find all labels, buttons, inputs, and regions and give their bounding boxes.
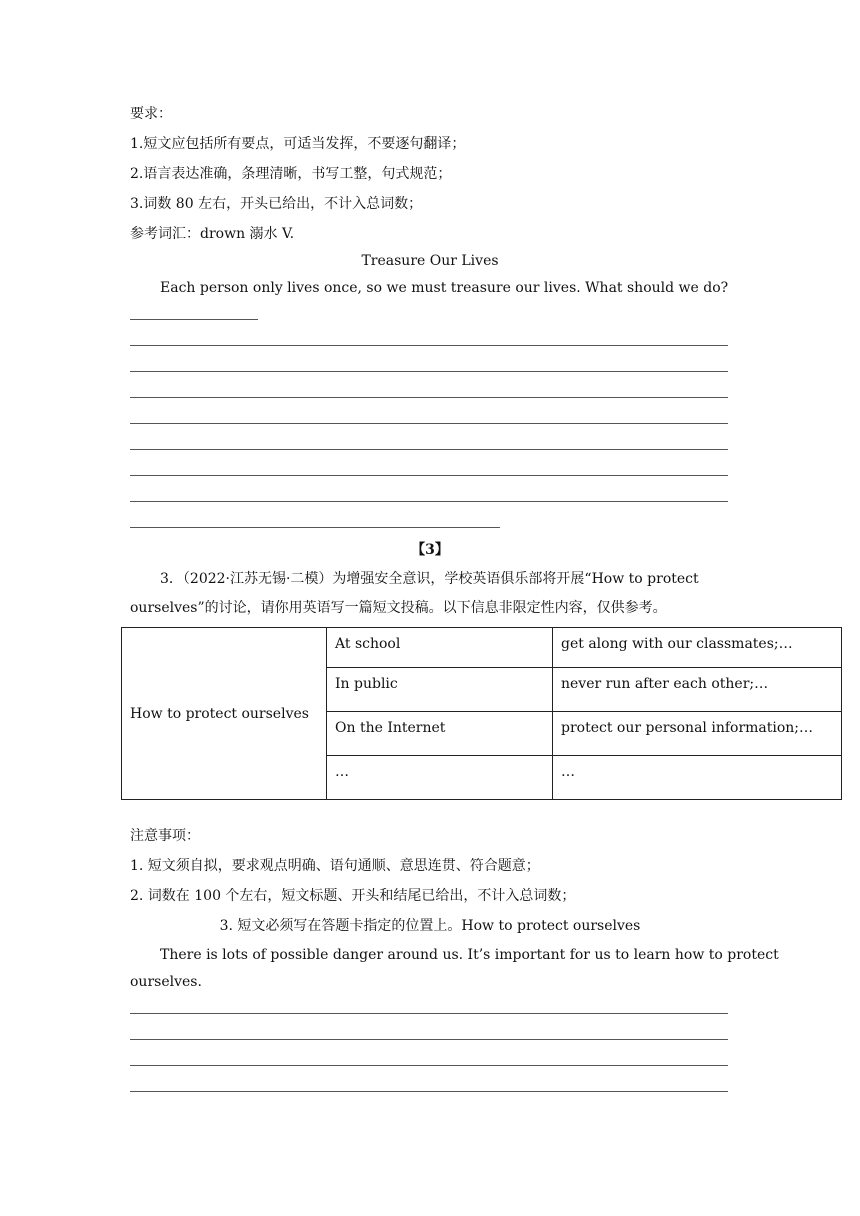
note-item-3: 3. 短文必须写在答题卡指定的位置上。How to protect ourselves: [219, 918, 641, 934]
writing-line: [130, 501, 728, 502]
table-cell-place: In public: [327, 668, 553, 712]
table-topic-cell: How to protect ourselves: [122, 628, 327, 800]
table-cell-tip: never run after each other;…: [553, 668, 842, 712]
table-cell-place: At school: [327, 628, 553, 668]
table-cell-place: …: [327, 756, 553, 800]
writing-line: [130, 1039, 728, 1040]
question-prompt-line1: 3．（2022·江苏无锡·二模）为增强安全意识，学校英语俱乐部将开展“How to protect: [160, 571, 699, 587]
writing-line: [130, 1013, 728, 1014]
writing-line: [130, 319, 258, 320]
table-cell-place: On the Internet: [327, 712, 553, 756]
writing-line: [130, 527, 500, 528]
question-marker: 【3】: [411, 542, 449, 558]
table-row: [122, 628, 842, 668]
notes-title: 注意事项：: [130, 828, 200, 844]
requirements-title: 要求：: [130, 106, 172, 122]
writing-line: [130, 423, 728, 424]
vocabulary-reference: 参考词汇：drown 溺水 V.: [130, 226, 295, 242]
essay-opening: Each person only lives once, so we must treasure our lives. What should we do?: [160, 280, 729, 296]
requirement-item-2: 2.语言表达准确，条理清晰，书写工整，句式规范；: [130, 166, 452, 182]
requirement-item-1: 1.短文应包括所有要点，可适当发挥，不要逐句翻译；: [130, 136, 466, 152]
table-cell-tip: …: [553, 756, 842, 800]
info-table: [121, 627, 842, 800]
writing-line: [130, 475, 728, 476]
essay-opening-line1: There is lots of possible danger around us. It’s important for us to learn how to protect: [160, 947, 779, 963]
writing-line: [130, 1065, 728, 1066]
note-item-2: 2. 词数在 100 个左右，短文标题、开头和结尾已给出，不计入总词数；: [130, 888, 576, 904]
writing-line: [130, 371, 728, 372]
writing-line: [130, 397, 728, 398]
writing-line: [130, 1091, 728, 1092]
essay-title: Treasure Our Lives: [361, 253, 499, 269]
question-prompt-line2: ourselves”的讨论，请你用英语写一篇短文投稿。以下信息非限定性内容，仅供参考。: [130, 600, 667, 616]
essay-opening-line2: ourselves.: [130, 974, 202, 990]
writing-line: [130, 449, 728, 450]
note-item-1: 1. 短文须自拟，要求观点明确、语句通顺、意思连贯、符合题意；: [130, 858, 540, 874]
table-cell-tip: protect our personal information;…: [553, 712, 842, 756]
table-cell-tip: get along with our classmates;…: [553, 628, 842, 668]
requirement-item-3: 3.词数 80 左右，开头已给出，不计入总词数；: [130, 196, 423, 212]
writing-line: [130, 345, 728, 346]
